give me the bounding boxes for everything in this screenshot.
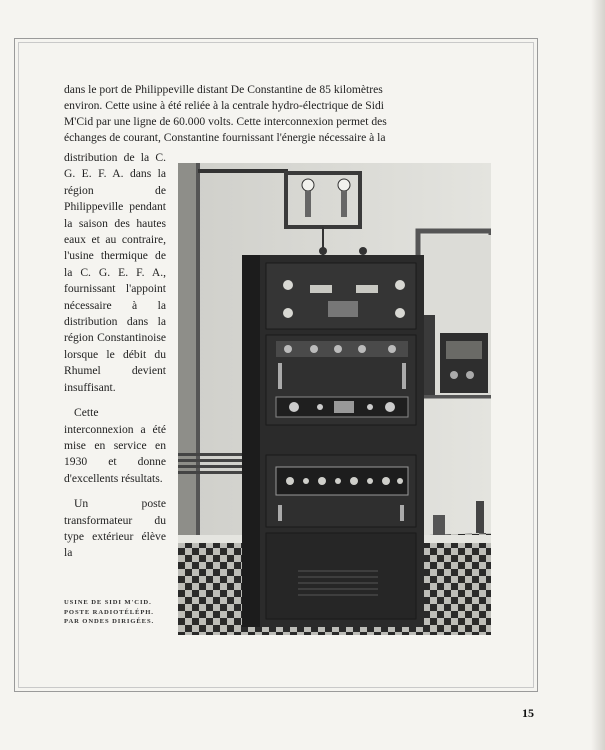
body-line-4: échanges de courant, Constantine fournissant l'énergie nécessaire à la bbox=[64, 131, 386, 144]
text-column bbox=[64, 150, 166, 571]
caption-line-1: USINE DE SIDI M'CID. bbox=[64, 599, 152, 606]
photo-caption bbox=[64, 598, 174, 627]
body-line-1: dans le port de Philippeville distant De Constantine de 85 kilomètres bbox=[64, 83, 383, 96]
caption-line-3: PAR ONDES DIRIGÉES. bbox=[64, 618, 155, 626]
column-paragraph-1: distribution de la C. G. E. F. A. dans la région de Philippeville pendant la saison des hautes eaux et au contraire, l'usine thermique de la C. G. E. F. A., fournissant l'appoint nécessaire à la distribution dans la région Constantinoise lorsque le débit du Rhumel devient insuffisant. bbox=[64, 151, 166, 394]
caption-line-2: POSTE RADIOTÉLÉPH. bbox=[64, 608, 154, 616]
radiotelephone-station-photo bbox=[178, 163, 491, 635]
column-paragraph-2: Cette interconnexion a été mise en service en 1930 et donne d'excellents résultats. bbox=[64, 406, 166, 485]
page-edge-shadow bbox=[591, 0, 605, 750]
page-number: 15 bbox=[522, 706, 534, 720]
column-paragraph-3: Un poste transformateur du type extérieur élève la bbox=[64, 497, 166, 560]
body-line-3: M'Cid par une ligne de 60.000 volts. Cette interconnexion permet des bbox=[64, 115, 387, 128]
body-line-2: environ. Cette usine à été reliée à la centrale hydro-électrique de Sidi bbox=[64, 99, 384, 112]
